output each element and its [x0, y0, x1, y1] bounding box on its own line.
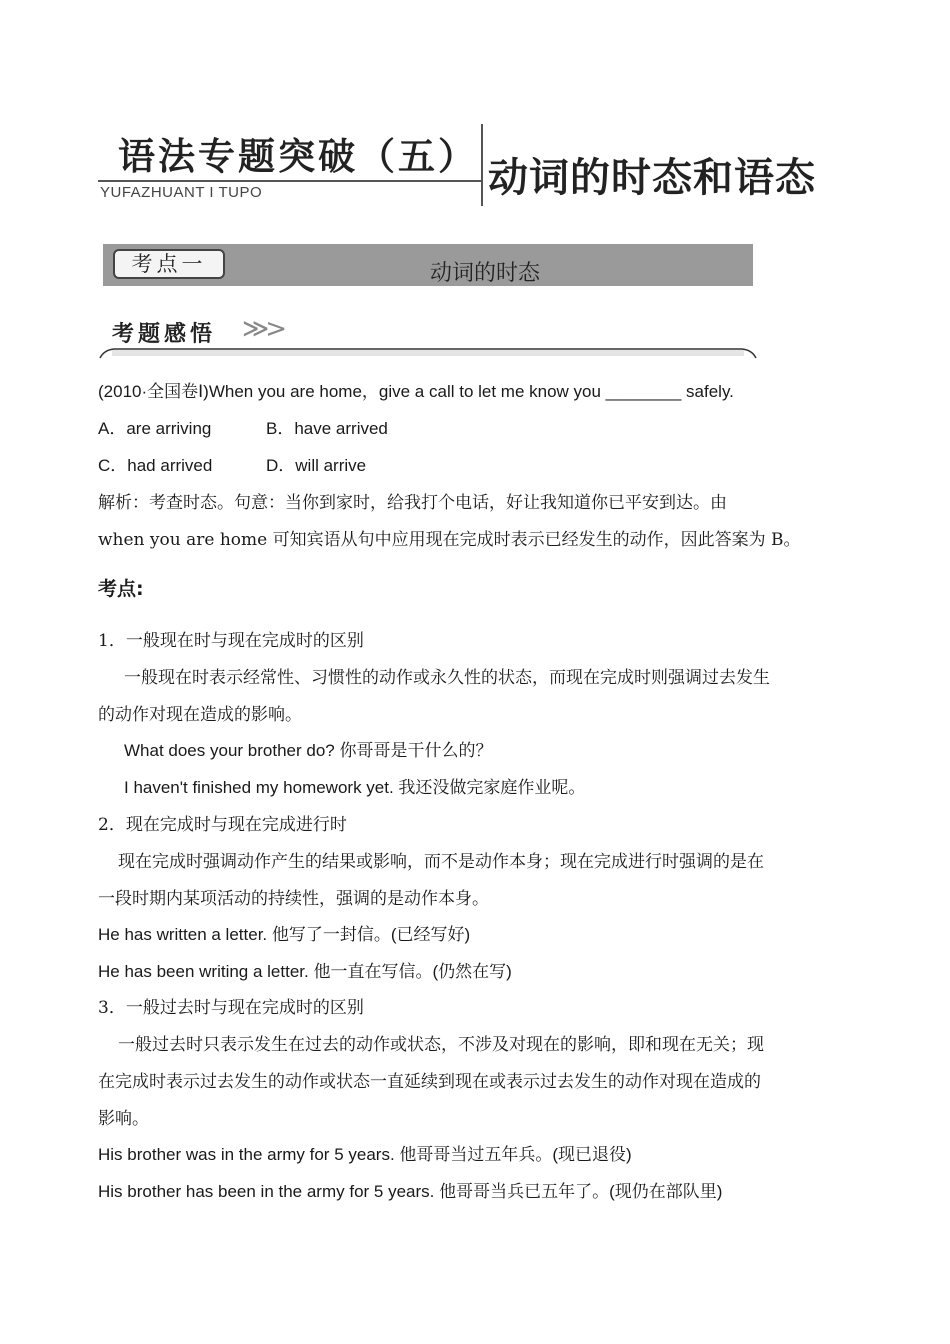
- option-c: C．had arrived: [98, 456, 213, 475]
- section-badge: 考点一: [113, 249, 225, 279]
- point-desc-line: 在完成时表示过去发生的动作或状态一直延续到现在或表示过去发生的动作对现在造成的: [98, 1072, 761, 1092]
- point-title: 2．现在完成时与现在完成进行时: [98, 815, 347, 835]
- chapter-title: 语法专题突破（五）: [118, 135, 478, 178]
- subsection-label: 考题感悟: [112, 322, 217, 347]
- example-sentence: I haven't finished my homework yet. 我还没做完家庭作业呢。: [124, 778, 586, 797]
- analysis-line-1: 解析：考查时态。句意：当你到家时，给我打个电话，好让我知道你已平安到达。由: [98, 493, 727, 513]
- header-underline: [98, 180, 481, 182]
- chapter-topic: 动词的时态和语态: [488, 155, 816, 201]
- header-divider: [481, 124, 483, 206]
- chapter-pinyin: YUFAZHUANT I TUPO: [100, 184, 263, 201]
- example-sentence: He has written a letter. 他写了一封信。(已经写好): [98, 925, 471, 944]
- point-desc-line: 一般过去时只表示发生在过去的动作或状态，不涉及对现在的影响，即和现在无关；现: [118, 1035, 764, 1055]
- example-sentence: What does your brother do? 你哥哥是干什么的？: [124, 741, 493, 760]
- point-title: 1．一般现在时与现在完成时的区别: [98, 631, 364, 651]
- point-desc-line: 现在完成时强调动作产生的结果或影响，而不是动作本身；现在完成进行时强调的是在: [118, 852, 764, 872]
- point-desc-line: 的动作对现在造成的影响。: [98, 705, 302, 725]
- point-desc-line: 影响。: [98, 1109, 149, 1129]
- chevron-icon: ≫>: [242, 314, 284, 344]
- question-stem: (2010·全国卷Ⅰ)When you are home，give a call to let me know you ________ safely.: [98, 382, 734, 401]
- point-desc-line: 一段时期内某项活动的持续性，强调的是动作本身。: [98, 889, 489, 909]
- example-sentence: His brother has been in the army for 5 years. 他哥哥当兵已五年了。(现仍在部队里): [98, 1182, 723, 1201]
- option-b: B．have arrived: [266, 419, 388, 438]
- example-sentence: He has been writing a letter. 他一直在写信。(仍然在写): [98, 962, 512, 981]
- point-desc-line: 一般现在时表示经常性、习惯性的动作或永久性的状态，而现在完成时则强调过去发生: [124, 668, 770, 688]
- example-sentence: His brother was in the army for 5 years. 他哥哥当过五年兵。(现已退役): [98, 1145, 632, 1164]
- option-a: A．are arriving: [98, 419, 212, 438]
- section-title: 动词的时态: [430, 261, 541, 286]
- subsection-rule: [98, 346, 758, 360]
- points-heading: 考点:: [98, 578, 144, 600]
- point-title: 3．一般过去时与现在完成时的区别: [98, 998, 364, 1018]
- option-d: D．will arrive: [266, 456, 367, 475]
- analysis-line-2: when you are home 可知宾语从句中应用现在完成时表示已经发生的动作，因此答案为 B。: [98, 530, 801, 550]
